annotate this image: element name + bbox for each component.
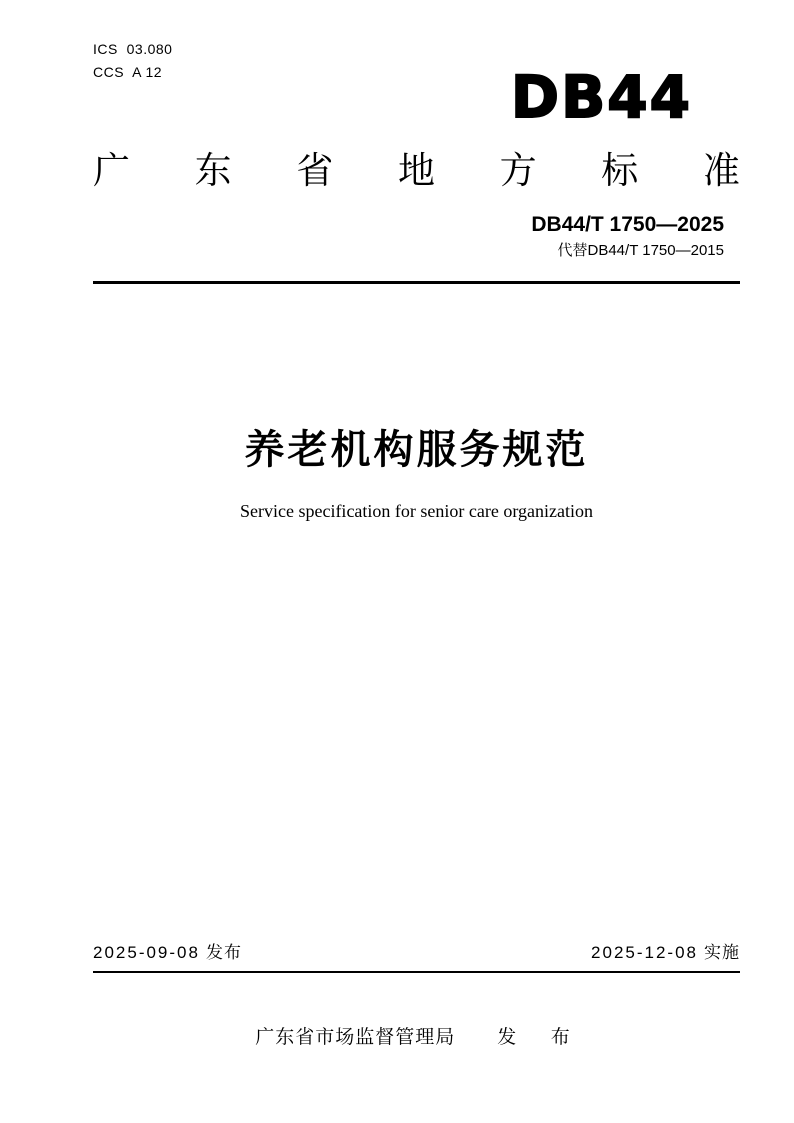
standard-name-row [93,152,740,189]
implement-date-group [591,943,740,963]
standard-name-char: 准 [702,150,740,191]
issuing-authority: 广东省市场监督管理局 [255,1027,456,1048]
footer-divider [93,971,740,973]
document-title: 养老机构服务规范 [244,428,589,472]
standard-name-char: 方 [499,150,537,191]
standard-name-char: 标 [601,150,639,191]
implement-date: 2025-12-08 [591,943,698,962]
standard-name-char: 地 [397,150,435,191]
ccs-code: CCS A 12 [93,64,163,80]
header-divider [93,281,740,284]
issue-date: 2025-09-08 [93,943,200,962]
ics-code: ICS 03.080 [93,41,173,57]
classification-codes [93,38,172,84]
dates-row [93,943,740,963]
document-subtitle-english: Service specification for senior care organization [239,501,593,521]
standard-name-char: 省 [296,150,334,191]
replaced-standard-note: 代替DB44/T 1750—2015 [557,242,724,259]
footer [93,1028,740,1047]
issue-date-group [93,943,242,963]
db44-logo: DB44 [510,63,692,131]
standard-name-char: 东 [194,150,232,191]
implement-label: 实施 [704,943,740,962]
publish-label: 发 布 [497,1027,578,1048]
standard-name-char: 广 [93,150,130,191]
issue-label: 发布 [205,943,242,962]
standard-number: DB44/T 1750—2025 [531,213,724,236]
